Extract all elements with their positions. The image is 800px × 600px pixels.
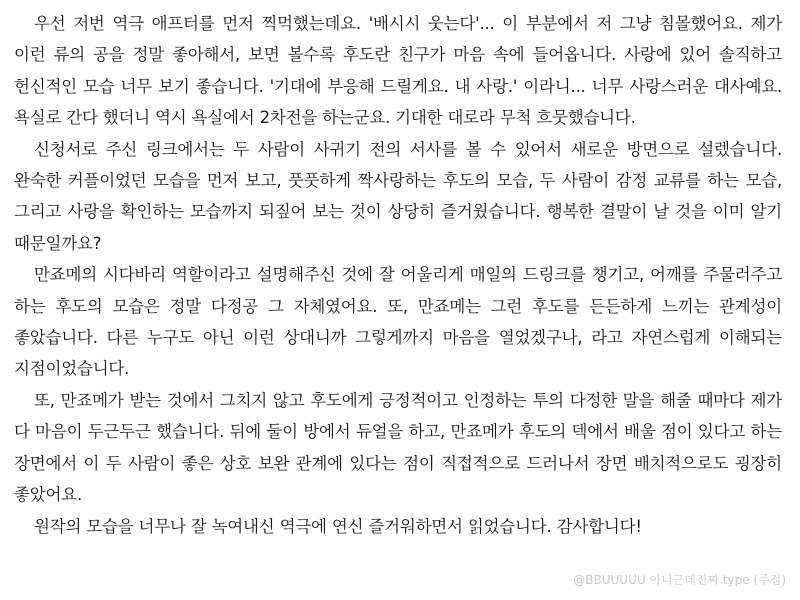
- paragraph-4: 또, 만죠메가 받는 것에서 그치지 않고 후도에게 긍정적이고 인정하는 투의 다정한 말을 해줄 때마다 제가 다 마음이 두근두근 했습니다. 뒤에 둘이 방에서 듀얼을 하고, 만죠메가 후도의 덱에서 배울 점이 있다고 하는 장면에서 이 두 사람이 좋은 상호 보완 관계에 있다는 점이 직접적으로 드러나서 장면 배치적으로도 굉장히 좋았어요.: [14, 390, 782, 505]
- paragraph-2: 신청서로 주신 링크에서는 두 사람이 사귀기 전의 서사를 볼 수 있어서 새로운 방면으로 설렜습니다. 완숙한 커플이었던 모습을 먼저 보고, 풋풋하게 짝사랑하는 후도의 모습, 두 사람이 감정 교류를 하는 모습, 그리고 사랑을 확인하는 모습까지 되짚어 보는 것이 상당히 즐거웠습니다. 행복한 결말이 날 것을 이미 알기 때문일까요?: [14, 139, 782, 253]
- author-watermark: @BBUUUUU 아니근데진짜 type (주점): [573, 573, 786, 587]
- paragraph-1: 우선 저번 역극 애프터를 먼저 찍먹했는데요. '배시시 웃는다'... 이 부분에서 저 그냥 침몰했어요. 제가 이런 류의 공을 정말 좋아해서, 보면 볼수록 후도란 친구가 마음 속에 들어옵니다. 사랑에 있어 솔직하고 헌신적인 모습 너무 보기 좋습니다. '기대에 부응해 드릴게요. 내 사랑.' 이라니... 너무 사랑스러운 대사예요. 욕실로 간다 했더니 역시 욕실에서 2차전을 하는군요. 기대한 대로라 무척 흐뭇했습니다.: [14, 14, 782, 128]
- paragraph-5: 원작의 모습을 너무나 잘 녹여내신 역극에 연신 즐거워하면서 읽었습니다. 감사합니다!: [34, 516, 642, 536]
- paragraph-3: 만죠메의 시다바리 역할이라고 설명해주신 것에 잘 어울리게 매일의 드링크를 챙기고, 어깨를 주물러주고 하는 후도의 모습은 정말 다정공 그 자체였어요. 또, 만죠메는 그런 후도를 든든하게 느끼는 관계성이 좋았습니다. 다른 누구도 아닌 이런 상대니까 그렇게까지 마음을 열었겠구나, 라고 자연스럽게 이해되는 지점이었습니다.: [14, 265, 782, 379]
